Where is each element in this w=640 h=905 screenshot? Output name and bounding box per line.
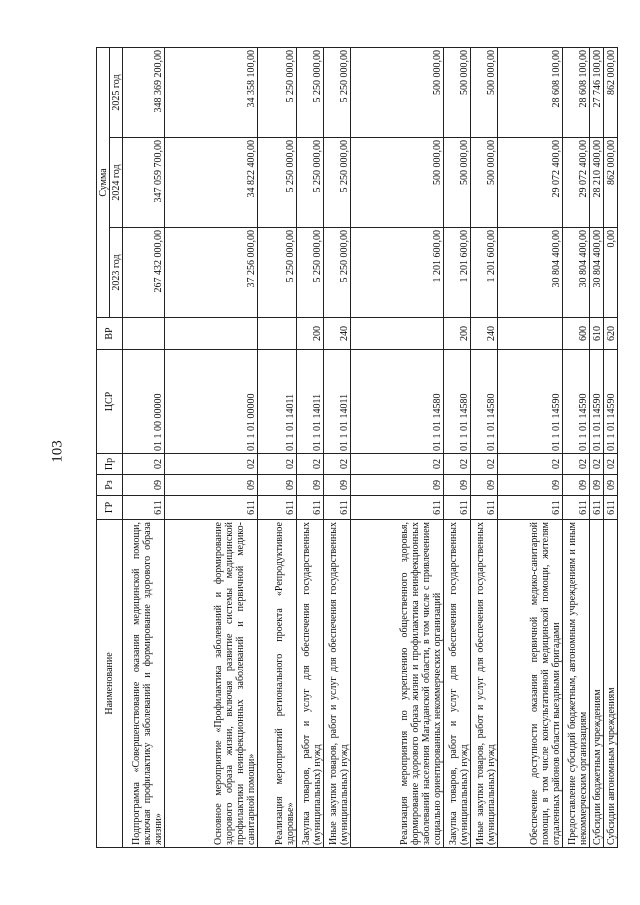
row-rz: 09 xyxy=(470,475,497,496)
row-vr: 200 xyxy=(444,318,471,350)
row-rz: 09 xyxy=(589,475,603,496)
row-2025: 348 369 200,00 xyxy=(123,48,165,138)
row-2024: 347 059 700,00 xyxy=(123,138,165,228)
header-rz: Рз xyxy=(97,475,123,496)
row-gr: 611 xyxy=(323,496,350,520)
header-2025: 2025 год xyxy=(110,48,123,138)
header-row-top xyxy=(97,48,110,848)
row-name: Субсидии бюджетным учреждениям xyxy=(589,520,603,848)
row-pr: 02 xyxy=(497,454,562,475)
row-vr: 600 xyxy=(563,318,590,350)
row-name: Субсидии автономным учреждениям xyxy=(603,520,617,848)
row-rz: 09 xyxy=(123,475,165,496)
row-2025: 28 608 100,00 xyxy=(563,48,590,138)
row-name: Реализация мероприятий регионального проекта «Репродуктивное здоровье» xyxy=(258,520,297,848)
row-rz: 09 xyxy=(497,475,562,496)
row-vr: 620 xyxy=(603,318,617,350)
row-gr: 611 xyxy=(258,496,297,520)
table-row xyxy=(563,48,590,848)
row-csr: 01 1 01 00000 xyxy=(165,350,258,454)
row-rz: 09 xyxy=(603,475,617,496)
row-2023: 30 804 400,00 xyxy=(497,228,562,318)
row-vr: 240 xyxy=(323,318,350,350)
row-2024: 29 072 400,00 xyxy=(497,138,562,228)
row-name: Предоставление субсидий бюджетным, автономным учреждениям и иным некоммерческим организациям xyxy=(563,520,590,848)
budget-table xyxy=(96,47,618,848)
row-name: Обеспечение доступности оказания первичной медико-санитарной помощи, в том числе консультативной медицинской помощи, жителям отдаленных районов области выездными бригадами xyxy=(497,520,562,848)
row-gr: 611 xyxy=(296,496,323,520)
header-sum: Сумма xyxy=(97,48,110,318)
row-2025: 500 000,00 xyxy=(444,48,471,138)
row-name: Основное мероприятие «Профилактика заболеваний и формирование здорового образа жизни, включая развитие системы медицинской профилактики неинфекционных заболеваний и первичной медико-санитарной помощи» xyxy=(165,520,258,848)
table-row xyxy=(497,48,562,848)
row-name: Иные закупки товаров, работ и услуг для обеспечения государственных (муниципальных) нужд xyxy=(323,520,350,848)
row-gr: 611 xyxy=(470,496,497,520)
row-rz: 09 xyxy=(258,475,297,496)
row-2025: 28 608 100,00 xyxy=(497,48,562,138)
table-row xyxy=(470,48,497,848)
row-vr xyxy=(497,318,562,350)
row-gr: 611 xyxy=(497,496,562,520)
row-2025: 27 746 100,00 xyxy=(589,48,603,138)
budget-table-rotated xyxy=(96,48,618,848)
row-csr: 01 1 01 14580 xyxy=(350,350,443,454)
row-pr: 02 xyxy=(258,454,297,475)
row-gr: 611 xyxy=(350,496,443,520)
row-2025: 5 250 000,00 xyxy=(258,48,297,138)
row-pr: 02 xyxy=(603,454,617,475)
row-2023: 30 804 400,00 xyxy=(589,228,603,318)
row-rz: 09 xyxy=(444,475,471,496)
row-name: Закупка товаров, работ и услуг для обеспечения государственных (муниципальных) нужд xyxy=(444,520,471,848)
row-2023: 267 432 000,00 xyxy=(123,228,165,318)
table-row xyxy=(165,48,258,848)
row-2023: 1 201 600,00 xyxy=(444,228,471,318)
row-pr: 02 xyxy=(165,454,258,475)
row-csr: 01 1 00 00000 xyxy=(123,350,165,454)
row-2024: 500 000,00 xyxy=(444,138,471,228)
table-row xyxy=(323,48,350,848)
table-row xyxy=(603,48,617,848)
header-2023: 2023 год xyxy=(110,228,123,318)
row-vr xyxy=(258,318,297,350)
row-2024: 29 072 400,00 xyxy=(563,138,590,228)
row-2023: 30 804 400,00 xyxy=(563,228,590,318)
row-csr: 01 1 01 14590 xyxy=(589,350,603,454)
row-rz: 09 xyxy=(296,475,323,496)
row-vr: 240 xyxy=(470,318,497,350)
header-gr: ГР xyxy=(97,496,123,520)
row-pr: 02 xyxy=(589,454,603,475)
row-2025: 34 358 100,00 xyxy=(165,48,258,138)
row-gr: 611 xyxy=(589,496,603,520)
row-vr: 610 xyxy=(589,318,603,350)
header-csr: ЦСР xyxy=(97,350,123,454)
row-gr: 611 xyxy=(444,496,471,520)
row-2025: 5 250 000,00 xyxy=(296,48,323,138)
row-vr xyxy=(350,318,443,350)
table-row xyxy=(444,48,471,848)
row-2023: 0,00 xyxy=(603,228,617,318)
row-rz: 09 xyxy=(165,475,258,496)
row-2025: 5 250 000,00 xyxy=(323,48,350,138)
row-gr: 611 xyxy=(165,496,258,520)
row-vr xyxy=(123,318,165,350)
row-csr: 01 1 01 14590 xyxy=(497,350,562,454)
row-csr: 01 1 01 14580 xyxy=(470,350,497,454)
row-name: Иные закупки товаров, работ и услуг для обеспечения государственных (муниципальных) нужд xyxy=(470,520,497,848)
row-2024: 28 210 400,00 xyxy=(589,138,603,228)
row-2023: 5 250 000,00 xyxy=(258,228,297,318)
row-pr: 02 xyxy=(296,454,323,475)
row-csr: 01 1 01 14580 xyxy=(444,350,471,454)
header-vr: ВР xyxy=(97,318,123,350)
row-rz: 09 xyxy=(350,475,443,496)
row-pr: 02 xyxy=(323,454,350,475)
row-2024: 5 250 000,00 xyxy=(258,138,297,228)
table-body xyxy=(123,48,618,848)
row-2024: 5 250 000,00 xyxy=(296,138,323,228)
header-name: Наименование xyxy=(97,520,123,848)
row-2023: 5 250 000,00 xyxy=(296,228,323,318)
row-name: Закупка товаров, работ и услуг для обеспечения государственных (муниципальных) нужд xyxy=(296,520,323,848)
row-2023: 1 201 600,00 xyxy=(350,228,443,318)
row-csr: 01 1 01 14011 xyxy=(258,350,297,454)
row-2024: 862 000,00 xyxy=(603,138,617,228)
row-csr: 01 1 01 14011 xyxy=(323,350,350,454)
row-pr: 02 xyxy=(444,454,471,475)
row-csr: 01 1 01 14590 xyxy=(563,350,590,454)
row-2024: 34 822 400,00 xyxy=(165,138,258,228)
row-2025: 862 000,00 xyxy=(603,48,617,138)
row-gr: 611 xyxy=(603,496,617,520)
row-gr: 611 xyxy=(563,496,590,520)
table-row xyxy=(589,48,603,848)
row-vr xyxy=(165,318,258,350)
row-pr: 02 xyxy=(350,454,443,475)
row-2023: 5 250 000,00 xyxy=(323,228,350,318)
table-row xyxy=(258,48,297,848)
row-pr: 02 xyxy=(563,454,590,475)
row-gr: 611 xyxy=(123,496,165,520)
row-2024: 500 000,00 xyxy=(470,138,497,228)
header-2024: 2024 год xyxy=(110,138,123,228)
table-row xyxy=(350,48,443,848)
row-name: Реализация мероприятия по укреплению общественного здоровья, формирование здорового образа жизни и профилактика неинфекционных заболеваний населения Магаданской области, в том числе с привлечением социально ориентированных некоммерческих организаций xyxy=(350,520,443,848)
row-rz: 09 xyxy=(323,475,350,496)
header-pr: Пр xyxy=(97,454,123,475)
row-2024: 500 000,00 xyxy=(350,138,443,228)
row-vr: 200 xyxy=(296,318,323,350)
row-2025: 500 000,00 xyxy=(350,48,443,138)
row-2024: 5 250 000,00 xyxy=(323,138,350,228)
row-pr: 02 xyxy=(470,454,497,475)
row-csr: 01 1 01 14590 xyxy=(603,350,617,454)
row-pr: 02 xyxy=(123,454,165,475)
table-row xyxy=(123,48,165,848)
row-2023: 37 256 000,00 xyxy=(165,228,258,318)
page-number: 103 xyxy=(49,440,66,463)
row-rz: 09 xyxy=(563,475,590,496)
row-2025: 500 000,00 xyxy=(470,48,497,138)
row-csr: 01 1 01 14011 xyxy=(296,350,323,454)
row-name: Подпрограмма «Совершенствование оказания медицинской помощи, включая профилактику заболеваний и формирование здорового образа жизни» xyxy=(123,520,165,848)
row-2023: 1 201 600,00 xyxy=(470,228,497,318)
table-row xyxy=(296,48,323,848)
